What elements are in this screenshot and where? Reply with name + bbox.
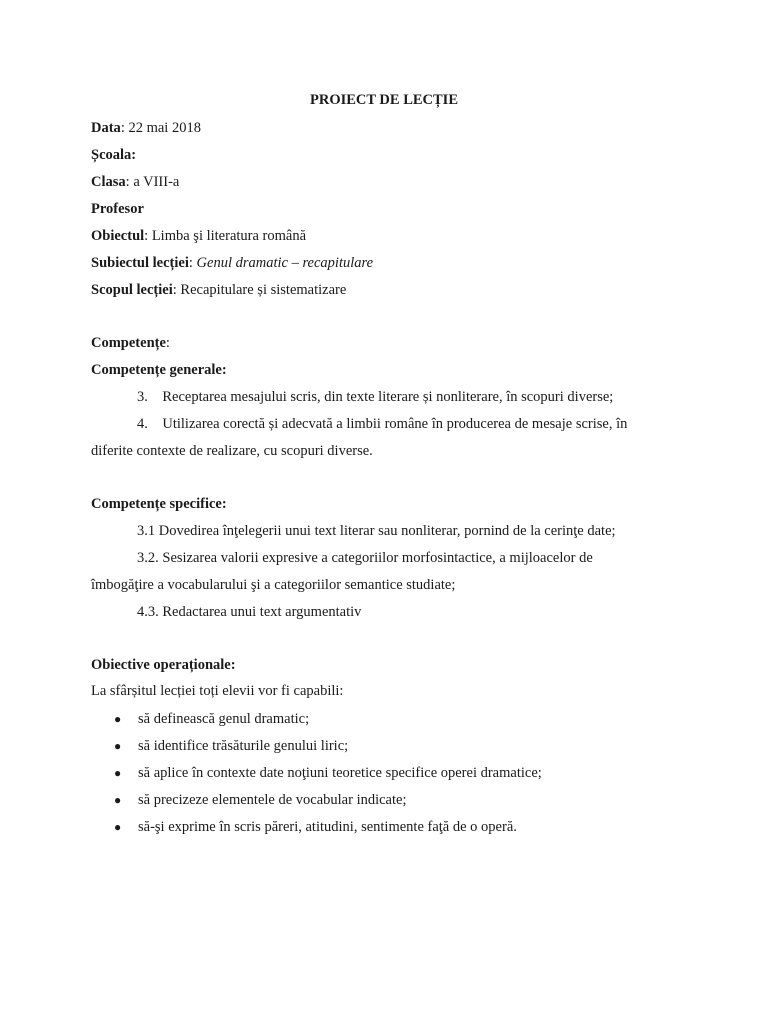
competencies-heading: Competențe bbox=[91, 335, 166, 351]
objective-text: să aplice în contexte date noţiuni teoretice specifice operei dramatice; bbox=[138, 765, 542, 781]
general-competencies-heading: Competențe generale: bbox=[91, 362, 227, 378]
specific-competency-4-3: 4.3. Redactarea unui text argumentativ bbox=[137, 604, 362, 620]
bullet-icon: ● bbox=[114, 820, 122, 834]
objective-item bbox=[114, 792, 407, 809]
objective-text: să precizeze elementele de vocabular indicate; bbox=[138, 792, 407, 808]
lesson-topic-line: Subiectul lecției: Genul dramatic – recapitulare bbox=[91, 255, 374, 271]
class-line: Clasa: a VIII-a bbox=[91, 174, 180, 190]
class-label: Clasa bbox=[91, 174, 126, 190]
objectives-intro: La sfârșitul lecției toți elevii vor fi capabili: bbox=[91, 683, 344, 699]
subject-value: Limba şi literatura română bbox=[151, 228, 307, 244]
class-value: a VIII-a bbox=[133, 174, 180, 190]
school-label: Școala: bbox=[91, 147, 137, 163]
bullet-icon: ● bbox=[114, 739, 122, 753]
lesson-topic-value: Genul dramatic – recapitulare bbox=[196, 255, 374, 271]
date-line: Data: 22 mai 2018 bbox=[91, 120, 201, 136]
objective-item bbox=[114, 765, 542, 782]
objectives-heading: Obiective operaționale: bbox=[91, 657, 236, 673]
date-value: 22 mai 2018 bbox=[128, 120, 201, 136]
date-label: Data bbox=[91, 120, 121, 136]
general-competency-4-continued: diferite contexte de realizare, cu scopuri diverse. bbox=[91, 443, 373, 459]
lesson-purpose-label: Scopul lecției bbox=[91, 282, 173, 298]
general-competency-4: 4. Utilizarea corectă și adecvată a limbii române în producerea de mesaje scrise, în bbox=[137, 416, 628, 432]
page-title: PROIECT DE LECȚIE bbox=[310, 92, 458, 108]
objective-text: să definească genul dramatic; bbox=[138, 711, 310, 727]
specific-competency-3-2: 3.2. Sesizarea valorii expresive a categoriilor morfosintactice, a mijloacelor de bbox=[137, 550, 593, 566]
objective-item bbox=[114, 738, 348, 755]
objective-item bbox=[114, 711, 309, 728]
objective-text: să identifice trăsăturile genului liric; bbox=[138, 738, 349, 754]
lesson-purpose-line: Scopul lecției: Recapitulare și sistematizare bbox=[91, 282, 347, 298]
teacher-label: Profesor bbox=[91, 201, 144, 217]
specific-competency-3-1: 3.1 Dovedirea înţelegerii unui text literar sau nonliterar, pornind de la cerinţe date; bbox=[137, 523, 616, 539]
specific-competencies-heading: Competențe specifice: bbox=[91, 496, 227, 512]
bullet-icon: ● bbox=[114, 766, 122, 780]
lesson-topic-label: Subiectul lecției bbox=[91, 255, 189, 271]
competencies-line: Competențe: bbox=[91, 335, 170, 351]
general-competency-3: 3. Receptarea mesajului scris, din texte literare și nonliterare, în scopuri diverse; bbox=[137, 389, 614, 405]
objective-text: să-şi exprime în scris păreri, atitudini, sentimente faţă de o operă. bbox=[138, 819, 517, 835]
bullet-icon: ● bbox=[114, 712, 122, 726]
lesson-purpose-value: Recapitulare și sistematizare bbox=[180, 282, 347, 298]
subject-line: Obiectul: Limba şi literatura română bbox=[91, 228, 307, 244]
specific-competency-3-2-continued: îmbogăţire a vocabularului şi a categoriilor semantice studiate; bbox=[91, 577, 456, 593]
objective-item bbox=[114, 819, 517, 836]
bullet-icon: ● bbox=[114, 793, 122, 807]
subject-label: Obiectul bbox=[91, 228, 145, 244]
